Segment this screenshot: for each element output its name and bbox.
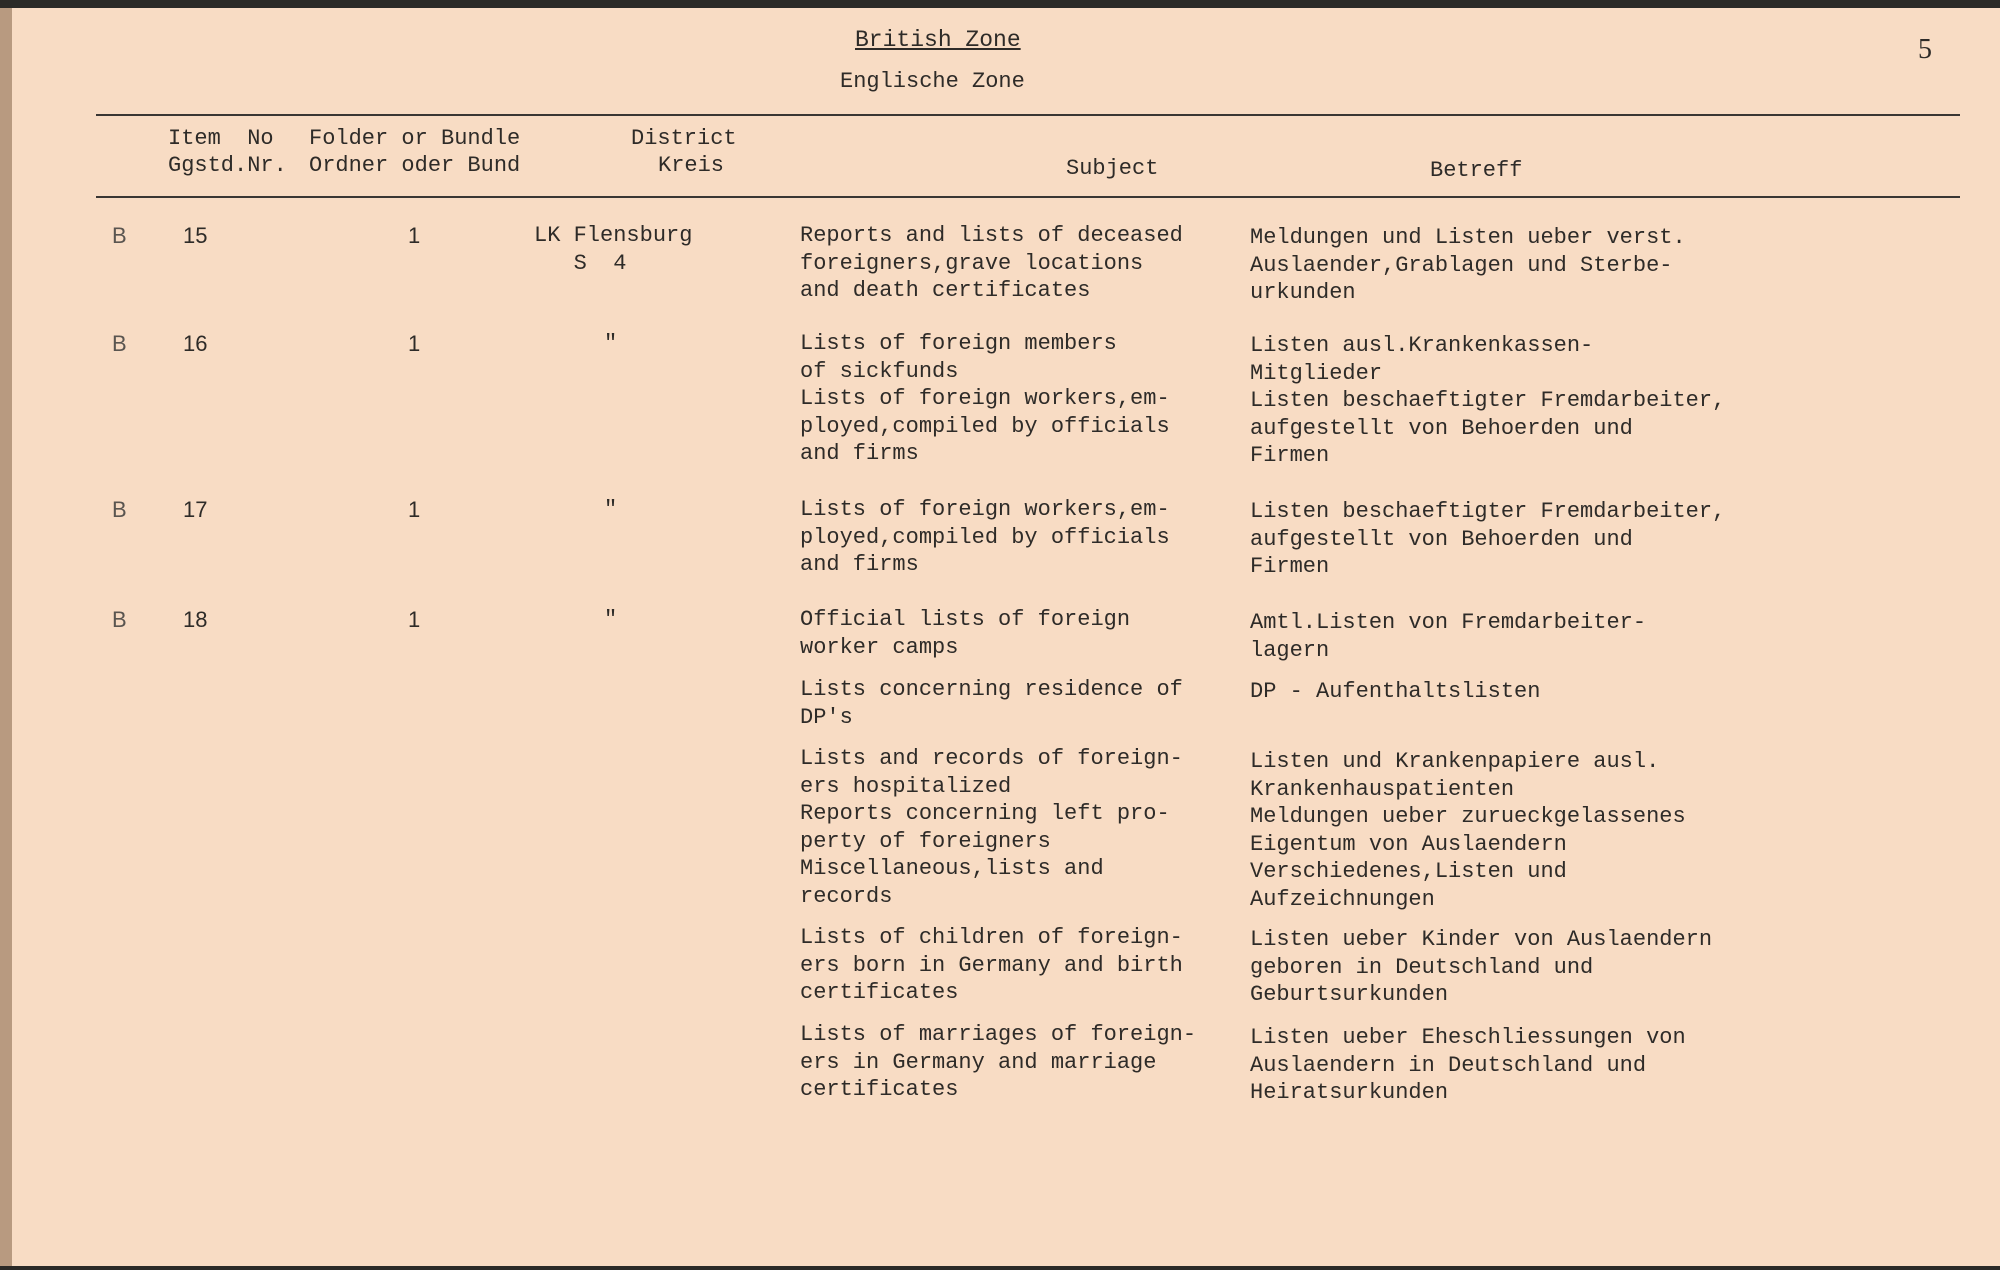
row-item-number: 17 [183,497,208,522]
row-betreff: Amtl.Listen von Fremdarbeiter- lagern [1250,610,1647,663]
zone-title: British Zone [855,27,1021,53]
row-item-number: 15 [183,223,208,248]
row-betreff: Listen ueber Eheschliessungen von Auslaendern in Deutschland und Heiratsurkunden [1250,1025,1686,1105]
header-top-rule [96,114,1960,116]
row-series: B [112,223,127,248]
row-betreff: DP - Aufenthaltslisten [1250,679,1541,704]
row-betreff: Listen ueber Kinder von Auslaendern geboren in Deutschland und Geburtsurkunden [1250,927,1713,1007]
row-district-ditto: " [604,331,618,356]
row-betreff: Listen und Krankenpapiere ausl. Krankenhauspatienten Meldungen ueber zurueckgelassenes Eigentum von Auslaendern Verschiedenes,Listen und Aufzeichnungen [1250,749,1686,912]
col-header-betreff: Betreff [1430,158,1523,183]
zone-subtitle: Englische Zone [840,69,1025,94]
col-header-folder-de: Ordner oder Bund [309,153,521,178]
row-subject: Lists and records of foreign- ers hospitalized Reports concerning left pro- perty of foreigners Miscellaneous,lists and records [800,746,1183,909]
row-subject: Lists of marriages of foreign- ers in Germany and marriage certificates [800,1022,1197,1102]
row-subject: Lists of foreign workers,em- ployed,compiled by officials and firms [800,497,1170,577]
col-header-district-en: District [631,126,737,151]
col-header-item-en: Item No [168,126,274,151]
row-betreff: Meldungen und Listen ueber verst. Auslaender,Grablagen und Sterbe- urkunden [1250,225,1686,305]
binding-edge [0,8,12,1266]
col-header-subject: Subject [1066,156,1159,181]
header-bottom-rule [96,196,1960,198]
col-header-district-de: Kreis [658,153,725,178]
row-subject: Reports and lists of deceased foreigners,grave locations and death certificates [800,223,1183,303]
row-betreff: Listen beschaeftigter Fremdarbeiter, aufgestellt von Behoerden und Firmen [1250,499,1726,579]
col-header-item-de: Ggstd.Nr. [168,153,287,178]
row-district-ditto: " [604,607,618,632]
row-item-number: 16 [183,331,208,356]
row-series: B [112,607,127,632]
row-series: B [112,497,127,522]
row-folder: 1 [408,607,421,632]
row-district-ditto: " [604,497,618,522]
col-header-folder-en: Folder or Bundle [309,126,521,151]
row-subject: Lists of children of foreign- ers born in Germany and birth certificates [800,925,1183,1005]
row-folder: 1 [408,331,421,356]
page-number: 5 [1918,34,1932,65]
row-series: B [112,331,127,356]
row-district: LK Flensburg S 4 [534,223,693,276]
row-subject: Lists concerning residence of DP's [800,677,1183,730]
row-subject: Official lists of foreign worker camps [800,607,1131,660]
row-folder: 1 [408,223,421,248]
row-item-number: 18 [183,607,208,632]
row-folder: 1 [408,497,421,522]
row-subject: Lists of foreign members of sickfunds Lists of foreign workers,em- ployed,compiled by officials and firms [800,331,1170,466]
row-betreff: Listen ausl.Krankenkassen- Mitglieder Listen beschaeftigter Fremdarbeiter, aufgestellt von Behoerden und Firmen [1250,333,1726,468]
